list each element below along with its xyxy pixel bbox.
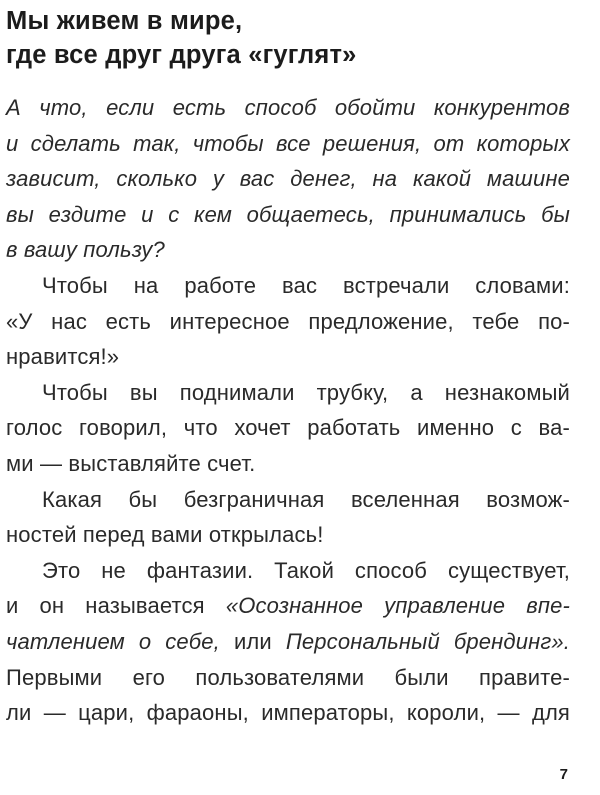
paragraph-work [6, 268, 570, 375]
paragraph-line-mixed [6, 588, 570, 624]
plain-text: и он называется [6, 593, 226, 619]
paragraph-line: Чтобы вы поднимали трубку, а незнакомый [42, 379, 570, 405]
italic-term: «Осознанное управление впе- [225, 593, 570, 619]
intro-line: вы ездите и с кем общаетесь, принимались бы [6, 201, 570, 227]
paragraph-line: «У нас есть интересное предложение, тебе по- [6, 308, 570, 334]
body-text [6, 90, 570, 731]
intro-line: зависит, сколько у вас денег, на какой машине [6, 166, 570, 192]
paragraph-universe [6, 482, 570, 553]
paragraph-line: голос говорил, что хочет работать именно с ва- [6, 415, 570, 441]
paragraph-line-mixed [6, 624, 570, 660]
paragraph-line: ли — цари, фараоны, императоры, короли, — для [6, 700, 570, 726]
intro-line: А что, если есть способ обойти конкурентов [6, 95, 570, 120]
paragraph-line: Какая бы безграничная вселенная возмож- [42, 486, 570, 512]
paragraph-line: ми — выставляйте счет. [6, 450, 256, 476]
heading-line-1: Мы живем в мире, [6, 7, 243, 35]
italic-term: Персональный брендинг». [285, 628, 571, 654]
paragraph-line: Первыми его пользователями были правите- [6, 664, 570, 690]
paragraph-line: Чтобы на работе вас встречали словами: [42, 272, 570, 298]
paragraph-line: нравится!» [6, 344, 120, 370]
intro-line: и сделать так, чтобы все решения, от которых [6, 130, 570, 156]
chapter-heading [6, 4, 570, 72]
paragraph-branding [6, 553, 570, 731]
italic-term: чатлением о себе, [6, 628, 220, 654]
paragraph-line: Это не фантазии. Такой способ существует, [42, 557, 570, 583]
page-number: 7 [559, 766, 568, 783]
paragraph-phone [6, 375, 570, 482]
plain-text: или [219, 628, 286, 654]
intro-paragraph [6, 90, 570, 268]
book-page [6, 0, 570, 731]
paragraph-line: ностей перед вами открылась! [6, 522, 324, 548]
heading-line-2: где все друг друга «гуглят» [6, 41, 357, 69]
intro-line: в вашу пользу? [6, 237, 165, 263]
